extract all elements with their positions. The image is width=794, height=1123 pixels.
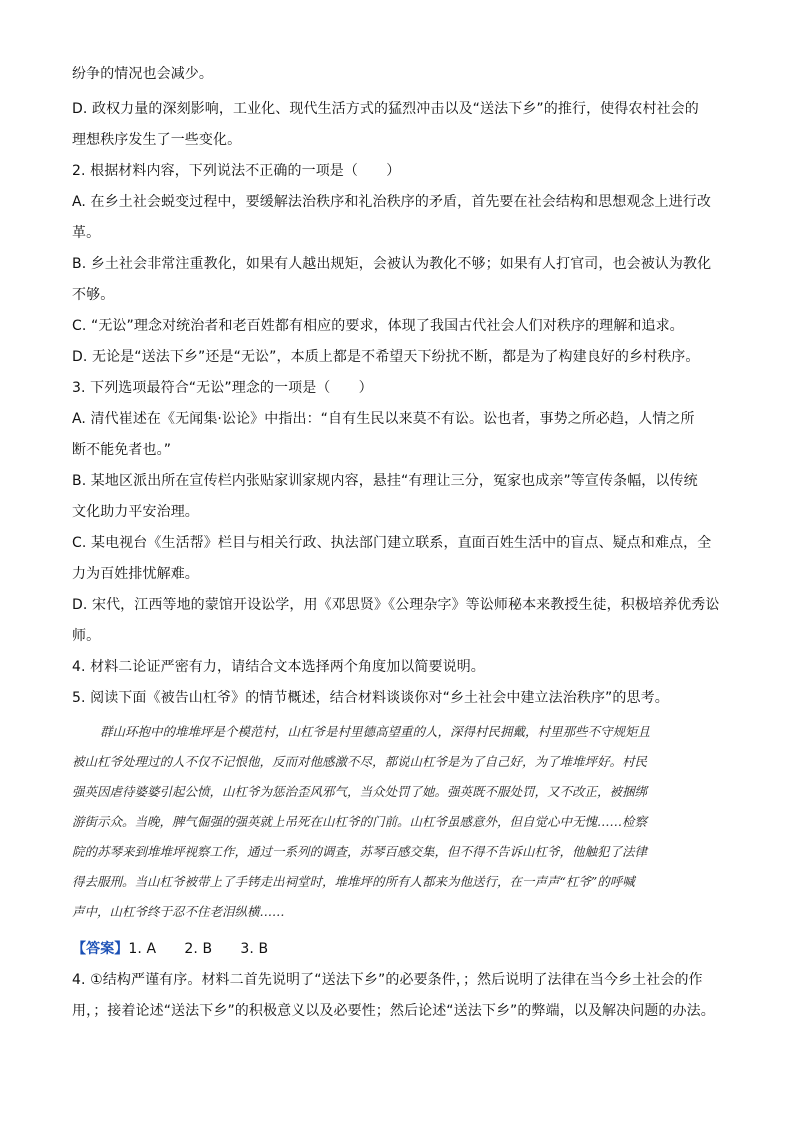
- option-a: A. 清代崔述在《无闻集·讼论》中指出：“自有生民以来莫不有讼。讼也者，事势之所必趋，人情之所: [72, 411, 695, 427]
- answer-line: [72, 939, 724, 959]
- answer-4-line: 用，；接着论述“送法下乡”的积极意义以及必要性；然后论述“送法下乡”的弊端，以及解决问题的办法。: [72, 1003, 715, 1019]
- option-b: B. 某地区派出所在宣传栏内张贴家训家规内容，悬挂“有理让三分，冤家也成亲”等宣传条幅，以传统: [72, 473, 698, 489]
- text-line: 革。: [72, 225, 101, 241]
- question-2: 2. 根据材料内容，下列说法不正确的一项是（ ）: [72, 163, 401, 179]
- text-line: 纷争的情况也会减少。: [72, 66, 213, 82]
- answer-4-line: 4. ①结构严谨有序。材料二首先说明了“送法下乡”的必要条件，；然后说明了法律在当今乡土社会的作: [72, 972, 703, 988]
- text-line: 理想秩序发生了一些变化。: [72, 132, 242, 148]
- option-b: B. 乡土社会非常注重教化，如果有人越出规矩，会被认为教化不够；如果有人打官司，也会被认为教化: [72, 256, 712, 272]
- quote-line: 强英因虐待婆婆引起公愤，山杠爷为惩治歪风邪气，当众处罚了她。强英既不服处罚，又不改正，被捆绑: [72, 784, 648, 799]
- question-4: 4. 材料二论证严密有力，请结合文本选择两个角度加以简要说明。: [72, 659, 485, 675]
- text-line: 断不能免者也。”: [72, 442, 172, 458]
- quote-line: 声中，山杠爷终于忍不住老泪纵横……: [72, 904, 285, 919]
- quote-line: 游街示众。当晚，脾气倔强的强英就上吊死在山杠爷的门前。山杠爷虽感意外，但自觉心中无愧……检察: [72, 814, 648, 829]
- text-line: 不够。: [72, 287, 115, 303]
- text-line: 师。: [72, 628, 101, 644]
- option-c: C. 某电视台《生活帮》栏目与相关行政、执法部门建立联系，直面百姓生活中的盲点、疑点和难点，全: [72, 535, 712, 551]
- option-d: D. 无论是“送法下乡”还是“无讼”，本质上都是不希望天下纷扰不断，都是为了构建良好的乡村秩序。: [72, 349, 700, 365]
- answer-items: 1. A 2. B 3. B: [128, 941, 269, 957]
- text-line: 文化助力平安治理。: [72, 504, 199, 520]
- quote-line: 得去服刑。当山杠爷被带上了手铐走出祠堂时，堆堆坪的所有人都来为他送行，在一声声“杠爷”的呼喊: [72, 874, 635, 889]
- option-a: A. 在乡土社会蜕变过程中，要缓解法治秩序和礼治秩序的矛盾，首先要在社会结构和思想观念上进行改: [72, 194, 711, 210]
- quote-line: 群山环抱中的堆堆坪是个模范村，山杠爷是村里德高望重的人，深得村民拥戴，村里那些不守规矩且: [100, 724, 651, 739]
- text-line: 力为百姓排忧解难。: [72, 566, 199, 582]
- option-d: D. 政权力量的深刻影响，工业化、现代生活方式的猛烈冲击以及“送法下乡”的推行，使得农村社会的: [72, 101, 699, 117]
- option-c: C. “无讼”理念对统治者和老百姓都有相应的要求，体现了我国古代社会人们对秩序的理解和追求。: [72, 318, 684, 334]
- question-3: 3. 下列选项最符合“无讼”理念的一项是（ ）: [72, 380, 373, 396]
- quote-line: 被山杠爷处理过的人不仅不记恨他，反而对他感激不尽，都说山杠爷是为了自己好，为了堆堆坪好。村民: [72, 754, 648, 769]
- quote-line: 院的苏琴来到堆堆坪视察工作，通过一系列的调查，苏琴百感交集，但不得不告诉山杠爷，他触犯了法律: [72, 844, 648, 859]
- question-5: 5. 阅读下面《被告山杠爷》的情节概述，结合材料谈谈你对“乡土社会中建立法治秩序”的思考。: [72, 690, 669, 706]
- answer-tag: 【答案】: [72, 941, 129, 957]
- option-d: D. 宋代，江西等地的蒙馆开设讼学，用《邓思贤》《公理杂字》等讼师秘本来教授生徒，积极培养优秀讼: [72, 597, 720, 613]
